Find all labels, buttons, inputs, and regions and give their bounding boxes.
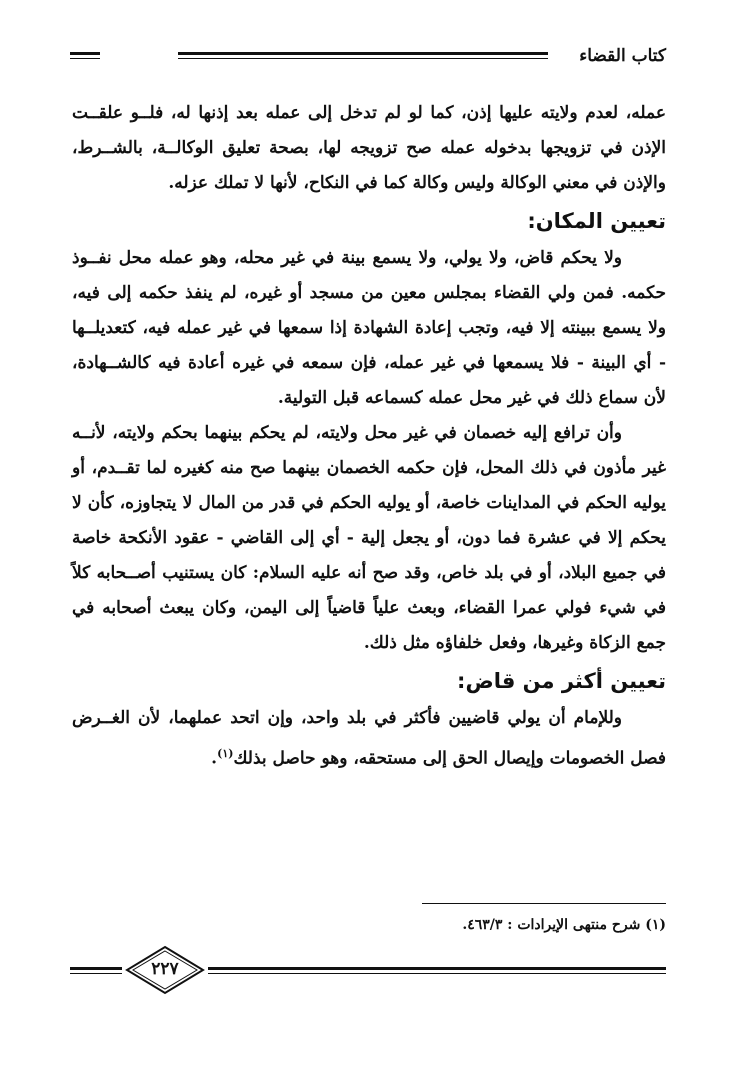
footnote: (١) شرح منتهى الإيرادات : ٤٦٣/٣.: [462, 917, 666, 933]
paragraph-end-mark: .: [211, 748, 218, 769]
header-rule-long: [178, 52, 548, 59]
paragraph-multiple-judges: [72, 701, 666, 777]
section-heading-multiple-judges: تعيين أكثر من قاض:: [457, 669, 666, 693]
page-body: [72, 96, 666, 777]
page-number: ٢٢٧: [151, 959, 179, 979]
footer-rule-right: [208, 967, 666, 974]
page-header: [70, 42, 666, 70]
section-heading-place: تعيين المكان:: [527, 209, 666, 233]
running-title: كتاب القضاء: [579, 46, 666, 66]
page-footer: [70, 945, 666, 995]
footnote-reference[interactable]: (١): [217, 747, 234, 760]
footer-rule-left: [70, 967, 122, 974]
paragraph-multiple-judges-text: وللإمام أن يولي قاضيين فأكثر في بلد واحد، وإن اتحد عملهما، لأن الغــرض فصل الخصومات وإيصال الحق إلى مستحقه، وهو حاصل بذلك: [72, 708, 666, 769]
paragraph-jurisdiction: وأن ترافع إليه خصمان في غير محل ولايته، لم يحكم بينهما بحكم ولايته، لأنــه غير مأذون في ذلك المحل، فإن حكمه الخصمان بينهما صح منه كغيره لما تقــدم، أو يوليه الحكم في المداينات خاصة، أو يوليه الحكم في قدر من المال لا يتجاوزه، كأن لا يحكم إلا في عشرة فما دون، أو يجعل إلية - أي إلى القاضي - عقود الأنكحة خاصة في جميع البلاد، أو في بلد خاص، وقد صح أنه عليه السلام: كان يستنيب أصــحابه كلاً في شيء فولي عمرا القضاء، وبعث علياً قاضياً إلى اليمن، وكان يبعث أصحابه في جمع الزكاة وغيرها، وفعل خلفاؤه مثل ذلك.: [72, 423, 666, 653]
paragraph-continuation: عمله، لعدم ولايته عليها إذن، كما لو لم تدخل إلى عمله بعد إذنها له، فلــو علقــت الإذن في تزويجها بدخوله عمله صح تزويجه لها، بصحة تعليق الوكالــة، بالشــرط، والإذن في معني الوكالة وليس وكالة كما في النكاح، لأنها لا تملك عزله.: [72, 103, 666, 193]
paragraph-place: ولا يحكم قاض، ولا يولي، ولا يسمع بينة في غير محله، وهو عمله محل نفــوذ حكمه. فمن ولي القضاء بمجلس معين من مسجد أو غيره، لم ينفذ حكمه إلى فيه، ولا يسمع ببينته إلا فيه، وتجب إعادة الشهادة إذا سمعها في غير عمله فيه، كتعديلــها - أي البينة - فلا يسمعها في غير عمله، فإن سمعه في غيره أعادة فيه كالشــهادة، لأن سماع ذلك في غير محل عمله كسماعه قبل التولية.: [72, 248, 666, 408]
header-rule-short: [70, 52, 100, 59]
footnote-separator: [422, 903, 666, 904]
